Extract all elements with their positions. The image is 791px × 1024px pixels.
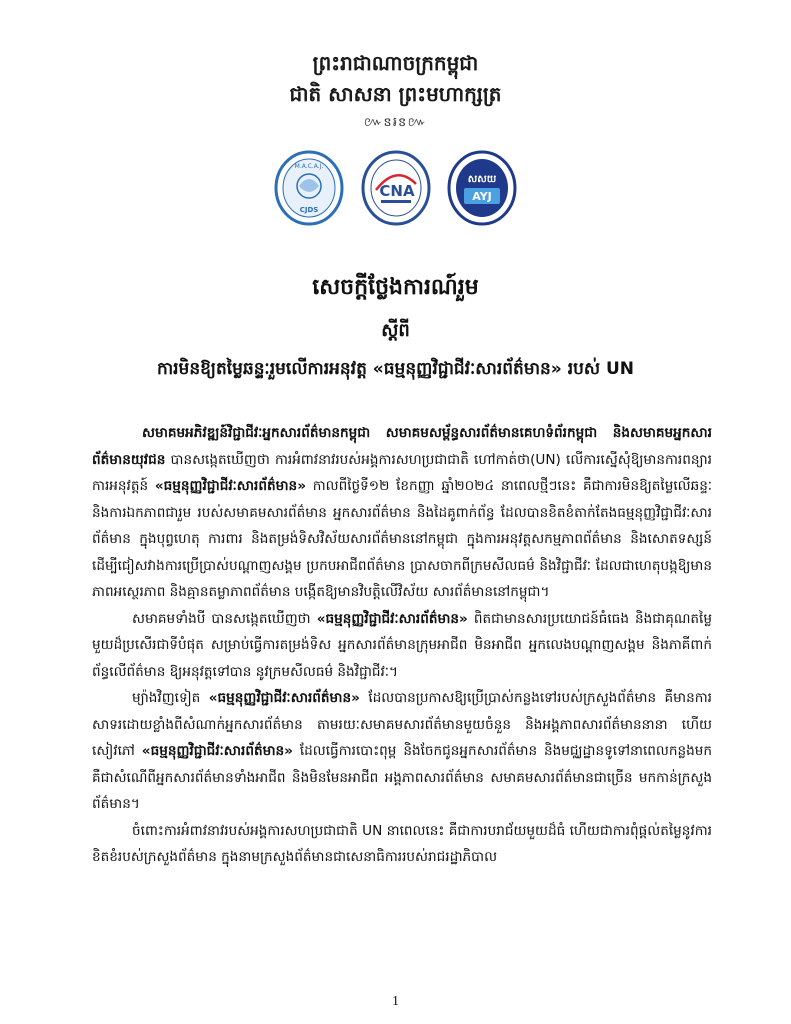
paragraph-text: ម្យ៉ាងវិញទៀត — [132, 690, 209, 706]
svg-text:AYJ: AYJ — [472, 190, 492, 203]
paragraph-text: ដែលបានប្រកាសឱ្យប្រើប្រាស់កន្លងទៅរបស់ក្រសួងព័ត៌មាន គឺមានការសាទរដោយខ្លាំងពីសំណាក់អ្នកសារព័ត៌មាន តាមរយៈសមាគមសារព័ត៌មានមួយចំនួន និងអង្គភាពសារព័ត៌មាននានា ហើយសៀវភៅ — [92, 690, 712, 759]
page-number: 1 — [392, 994, 399, 1009]
statement-body — [92, 420, 712, 871]
svg-text:CNA: CNA — [379, 182, 415, 200]
charter-name: «ធម្មនុញ្ញវិជ្ជាជីវៈសារព័ត៌មាន» — [154, 478, 306, 494]
charter-name: «ធម្មនុញ្ញវិជ្ជាជីវៈសារព័ត៌មាន» — [141, 743, 293, 759]
paragraph-text: ចំពោះការអំពាវនាវរបស់អង្គការសហប្រជាជាតិ UN នាពេលនេះ គឺជាការបរាជ័យមួយដ៏ធំ ហើយជាការពុំផ្តល់តម្លៃនូវការខិតខំរបស់ក្រសួងព័ត៌មាន ក្នុងនាមក្រសួងព័ត៌មានជាសេនាធិការរបស់រាជរដ្ឋាភិបាល — [92, 822, 712, 865]
ornament-divider: ៚ៜ៛ៜ៚ — [363, 115, 428, 130]
svg-text:M.A.C.A.J.: M.A.C.A.J. — [294, 163, 324, 170]
ayj-logo — [447, 150, 517, 226]
national-motto-line-2: ជាតិ សាសនា ព្រះមហាក្សត្រ — [289, 82, 502, 106]
paragraph-text: កាលពីថ្ងៃទី១២ ខែកញ្ញា ឆ្នាំ២០២៤ នាពេលថ្មីៗនេះ គឺជាការមិនឱ្យតម្លៃលើឆន្ទៈ និងការឯកភាពជារួម របស់សមាគមសារព័ត៌មាន អ្នកសារព័ត៌មាន និងដៃគូពាក់ព័ន្ធ ដែលបានខិតខំតាក់តែងធម្មនុញ្ញវិជ្ជាជីវៈសារព័ត៌មាន ក្នុងបុព្វហេតុ ការពារ និងតម្រង់ទិសវិស័យសារព័ត៌មាននៅកម្ពុជា ក្នុងការអនុវត្តសកម្មភាពព័ត៌មាន និងសោតទស្សន៍ ដើម្បីជៀសវាងការប្រើប្រាស់បណ្តាញសង្គម ប្រកបអាជីពព័ត៌មាន ប្រាសចាកពីក្រមសីលធម៌ និងវិជ្ជាជីវៈ ដែលជាហេតុបង្កឱ្យមានភាពអស្ថេរភាព និងគ្មានតម្លាភាពព័ត៌មាន បង្កើតឱ្យមានវិបត្តិលើវិស័យ សារព័ត៌មាននៅកម្ពុជា។ — [92, 478, 712, 600]
paragraph-text: ដែលធ្វើការបោះពុម្ព និងចែកជូនអ្នកសារព័ត៌មាន និងមជ្ឈដ្ឋានទូទៅនាពេលកន្លងមក គឺជាសំណើពីអ្នកសារព័ត៌មានទាំងអាជីព និងមិនមែនអាជីព អង្គភាពសារព័ត៌មាន សមាគមសារព័ត៌មានជាច្រើន មកកាន់ក្រសួងព័ត៌មាន។ — [92, 743, 712, 812]
statement-subject: ការមិនឱ្យតម្លៃឆន្ទៈរួមលើការអនុវត្ត «ធម្មនុញ្ញវិជ្ជាជីវៈសារព័ត៌មាន» របស់ UN — [156, 359, 635, 379]
cjds-logo — [274, 150, 344, 226]
svg-text:CJDS: CJDS — [299, 206, 319, 214]
paragraph-text: សមាគមទាំងបី បានសង្កេតឃើញថា — [132, 610, 317, 627]
subject-label: ស្តីពី — [381, 320, 410, 341]
association-logos — [0, 150, 791, 226]
charter-name: «ធម្មនុញ្ញវិជ្ជាជីវៈសារព័ត៌មាន» — [208, 690, 360, 706]
paragraph-2 — [92, 606, 712, 686]
charter-name: «ធម្មនុញ្ញវិជ្ជាជីវៈសារព័ត៌មាន» — [316, 610, 468, 627]
paragraph-text: ពិតជាមានសារប្រយោជន៍ធំធេង និងជាគុណតម្លៃមួយដ៏ប្រសើរជាទីបំផុត សម្រាប់ធ្វើការតម្រង់ទិស អ្នកសារព័ត៌មានក្រុមអាជីព មិនអាជីព អ្នកលេងបណ្តាញសង្គម និងភាគីពាក់ព័ន្ធលើព័ត៌មាន ឱ្យអនុវត្តទៅបាន នូវក្រមសីលធម៌ និងវិជ្ជាជីវៈ។ — [92, 610, 712, 680]
paragraph-4 — [92, 818, 712, 871]
statement-title: សេចក្តីថ្លែងការណ៍រួម — [312, 274, 479, 300]
national-motto-line-1: ព្រះរាជាណាចក្រកម្ពុជា — [312, 51, 479, 75]
paragraph-1 — [92, 420, 712, 606]
svg-text:សសយ: សសយ — [467, 174, 497, 185]
associations-names: សមាគមអភិវឌ្ឍន៍វិជ្ជាជីវៈអ្នកសារព័ត៌មានកម្ពុជា សមាគមសម្ព័ន្ធសារព័ត៌មានគេហទំព័រកម្ពុជា និងសមាគមអ្នកសារព័ត៌មានយុវជន — [92, 425, 712, 468]
paragraph-text: បានសង្កេតឃើញថា ការអំពាវនាវរបស់អង្គការសហប្រជាជាតិ ហៅកាត់ថា(UN) លើការស្នើសុំឱ្យមានការពន្យារការអនុវត្តន៍ — [92, 451, 712, 494]
paragraph-3 — [92, 685, 712, 818]
cna-logo — [361, 150, 431, 226]
